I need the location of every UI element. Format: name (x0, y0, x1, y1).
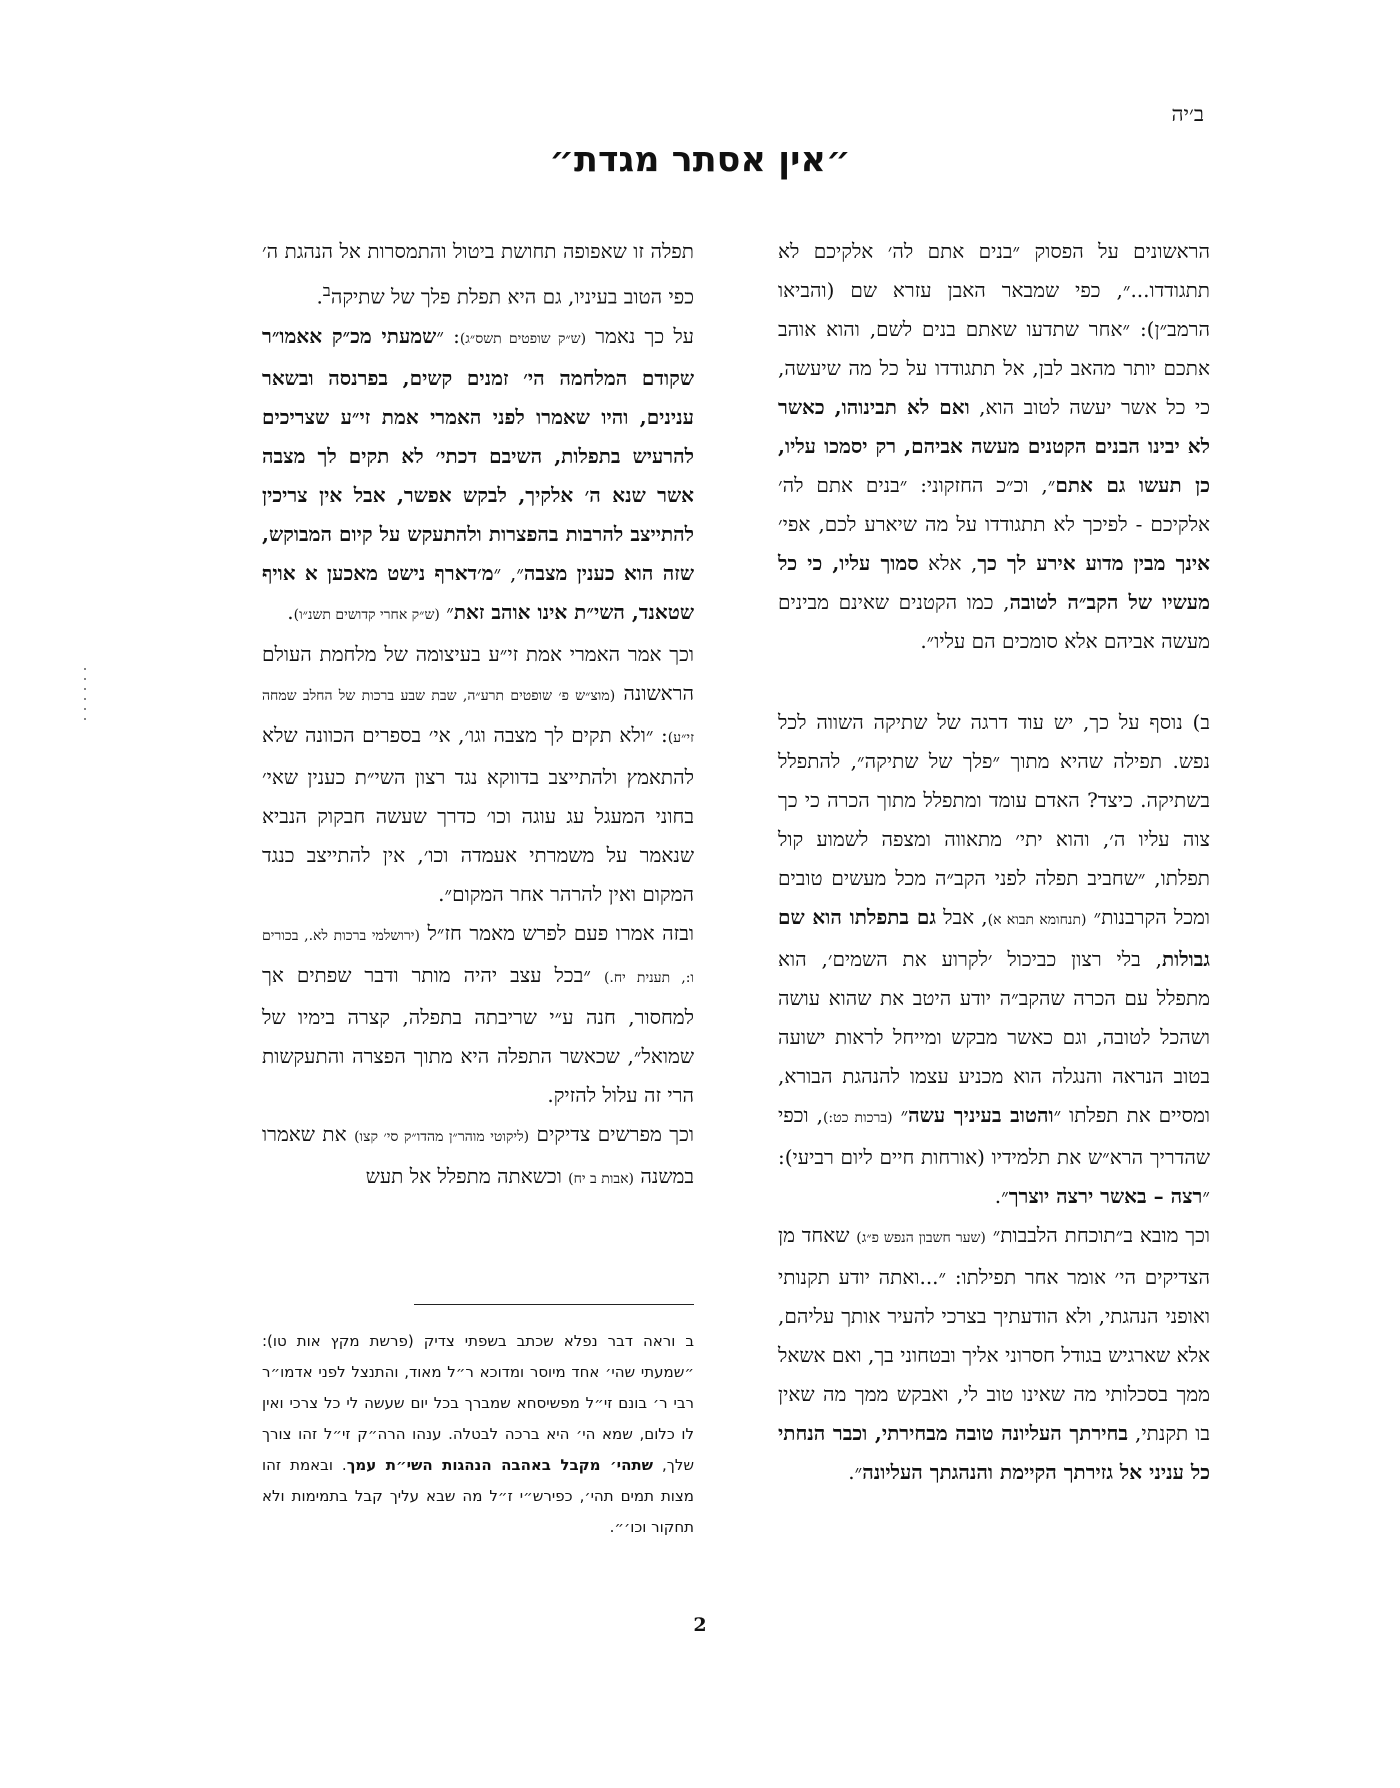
citation-text: (ש״ק שופטים תשס״ג) (459, 330, 587, 347)
text-run: ב) נוסף על כך, יש עוד דרגה של שתיקה השווה לכל נפש. תפילה שהיא מתוך ״פלך של שתיקה״, להתפלל בשתיקה. כיצד? האדם עומד ומתפלל מתוך הכרה כי כך צוה עליו ה׳, והוא יתי׳ מתאווה ומצפה לשמוע קול תפלתו, ״שחביב תפלה לפני הקב״ה מכל מעשים טובים ומכל הקרבנות״ (778, 710, 1210, 929)
paragraph (778, 232, 1210, 661)
text-run: . (287, 599, 294, 624)
paragraph (262, 1115, 694, 1199)
bold-text: והטוב בעיניך עשה (908, 1103, 1054, 1127)
text-run: את שאמרו במשנה (262, 1121, 694, 1188)
text-run: , אלא (918, 551, 978, 575)
text-run: על כך נאמר (586, 323, 694, 348)
text-run: תפלה זו שאפופה תחושת ביטול והתמסרות אל הנהגת ה׳ כפי הטוב בעיניו, גם היא תפלת פלך של שתיקה (262, 239, 694, 309)
text-run: . (316, 284, 323, 309)
left-column (262, 232, 694, 1199)
text-run: וכך מובא ב״תוכחת הלבבות״ (985, 1223, 1210, 1247)
text-run: , אבל (935, 905, 988, 929)
bold-text: שמעתי מכ״ק אאמו״ר שקודם המלחמה הי׳ זמנים קשים, בפרנסה ובשאר ענינים, והיו שאמרו לפני האמרי אמת זי״ע שצריכים להרעיש בתפלות, השיבם דכתי׳ לא תקים לך מצבה אשר שנא ה׳ אלקיך, לבקש אפשר, אבל אין צריכין להתייצב להרבות בהפצרות ולהתעקש על קיום המבוקש, שזה הוא כענין מצבה (262, 323, 694, 585)
citation-text: (ליקוטי מוהר״ן מהדו״ק סי׳ קצו) (354, 1128, 530, 1145)
citation-text: (ירושלמי ברכות לא., בכורים ו:, תענית יח.) (262, 927, 694, 986)
text-run: ב (322, 281, 331, 300)
page-label: ב׳יה (1171, 102, 1204, 126)
bold-text: אינך מבין מדוע אירע לך כך (977, 551, 1211, 575)
text-run: . ובאמת זהו מצות תמים תהי׳, כפירש״י ז״ל מה שבא עליך קבל בתמימות ולא תחקור וכו׳״. (262, 1456, 694, 1536)
text-run: ״. (994, 1184, 1009, 1208)
citation-text: (תנחומא תבוא א) (987, 912, 1087, 928)
text-run: ובזה אמרו פעם לפרש מאמר חז״ל (419, 920, 694, 945)
text-run: ״, וכ״כ החזקוני: ״בנים אתם לה׳ אלקיכם - לפיכך לא תתגודדו על מה שיארע לכם, אפי׳ (778, 473, 1210, 536)
citation-text: (שער חשבון הנפש פ״ג) (856, 1230, 986, 1246)
bold-text: רצה – באשר ירצה יוצרך (1008, 1184, 1203, 1208)
bold-text: ואם לא תבינוהו, כאשר לא יבינו הבנים הקטנים מעשה אביהם, רק יסמכו עליו, כן תעשו גם אתם (778, 395, 1210, 497)
paragraph (262, 317, 694, 635)
bold-text: סמוך עליו, כי כל מעשיו של הקב״ה לטובה (778, 551, 1210, 614)
paragraph (262, 635, 694, 914)
text-run: ״. (848, 1460, 863, 1484)
paragraph (778, 1216, 1210, 1492)
citation-text: (ש״ק אחרי קדושים תשנ״ו) (293, 606, 440, 623)
bold-text: מ׳דארף נישט מאכען א אויף שטאנד, השי״ת אינו אוהב זאת (262, 560, 694, 624)
text-run: ״ (439, 599, 454, 624)
citation-text: (ברכות כט:) (822, 1110, 893, 1126)
text-run: וכך אמר האמרי אמת זי״ע בעיצומה של מלחמת העולם הראשונה (262, 641, 694, 705)
footnote-divider (414, 1304, 694, 1305)
citation-text: (מוצ״ש פ׳ שופטים תרע״ה, שבת שבע ברכות של החלב שמחה זי״ע) (262, 687, 694, 746)
text-run: , כמו הקטנים שאינם מבינים מעשה אביהם אלא סומכים הם עליו״. (778, 590, 1210, 653)
text-run: שאחד מן הצדיקים הי׳ אומר אחר תפילתו: ״...ואתה יודע תקנותי ואופני הנהגתי, ולא הודעתיך בצרכי להעיר אותך עליהם, אלא שארגיש בגודל חסרוני אליך ובטחוני בך, ואם אשאל ממך בסכלותי מה שאינו טוב לי, ואבקש ממך מה שאין בו תקנתי, (778, 1223, 1210, 1445)
paragraph (778, 703, 1210, 1216)
footnote (262, 1326, 694, 1543)
right-column (778, 232, 1210, 1492)
text-run: : ״ולא תקים לך מצבה וגו׳, אי׳ בספרים הכוונה שלא להתאמץ ולהתייצב בדווקא נגד רצון השי״ת כענין שאי׳ בחוני המעגל עג עוגה וכו׳ כדרך שעשה חבקוק הנביא שנאמר על משמרתי אעמדה וכו׳, אין להתייצב כנגד המקום ואין להרהר אחר המקום״. (262, 722, 694, 906)
text-run: ״, ״ (493, 560, 524, 585)
bold-text: בחירתך העליונה טובה מבחירתי, וכבר הנחתי כל עניני אל גזירתך הקיימת והנהגתך העליונה (778, 1421, 1210, 1484)
text-run: , וכפי שהדריך הרא״ש את תלמידיו (אורחות חיים ליום רביעי): ״ (778, 1103, 1210, 1208)
text-run: , בלי רצון כביכול ׳לקרוע את השמים׳, הוא מתפלל עם הכרה שהקב״ה יודע היטב את שהוא עושה ושהכל לטובה, וגם כאשר מבקש ומייחל לראות ישועה בטוב הנראה והנגלה הוא מכניע עצמו להנהגת הבורא, ומסיים את תפלתו ״ (778, 947, 1210, 1127)
footnote-area (262, 1326, 694, 1543)
citation-text: (אבות ב יח) (568, 1170, 634, 1187)
page-number: 2 (693, 1614, 707, 1636)
text-run: וכך מפרשים צדיקים (529, 1121, 694, 1146)
text-run: ״ (892, 1103, 909, 1127)
text-run: ב וראה דבר נפלא שכתב בשפתי צדיק (פרשת מקץ אות טו): ״שמעתי שהי׳ אחד מיוסר ומדוכא ר״ל מאוד, והתנצל לפני אדמו״ר רבי ר׳ בונם זי״ל מפשיסחא שמברך בכל יום שעשה לי כל צרכי ואין לו כלום, שמא הי׳ היא ברכה לבטלה. ענהו הרה״ק זי״ל זהו צורך שלך, (262, 1332, 695, 1474)
text-run: : ״ (436, 323, 460, 348)
text-run: וכשאתה מתפלל אל תעש (365, 1163, 569, 1188)
paragraph (262, 232, 694, 317)
bold-text: שתהי׳ מקבל באהבה הנהגות השי״ת עמך (346, 1456, 654, 1474)
paragraph (262, 914, 694, 1115)
page-title: ״אין אסתר מגדת״ (549, 140, 851, 180)
scan-artifact-dots (84, 664, 86, 726)
bold-text: גם בתפלתו הוא שם גבולות (778, 905, 1210, 971)
text-run: הראשונים על הפסוק ״בנים אתם לה׳ אלקיכם לא תתגודדו...״, כפי שמבאר האבן עזרא שם (והביאו הרמב״ן): ״אחר שתדעו שאתם בנים לשם, והוא אוהב אתכם יותר מהאב לבן, אל תתגודדו על כל מה שיעשה, כי כל אשר יעשה לטוב הוא, (778, 239, 1210, 419)
text-run: ״בכל עצב יהיה מותר ודבר שפתים אך למחסור, חנה ע״י שריבתה בתפלה, קצרה בימיו של שמואל״, שכאשר התפלה היא מתוך הפצרה והתעקשות הרי זה עלול להזיק. (262, 962, 694, 1107)
